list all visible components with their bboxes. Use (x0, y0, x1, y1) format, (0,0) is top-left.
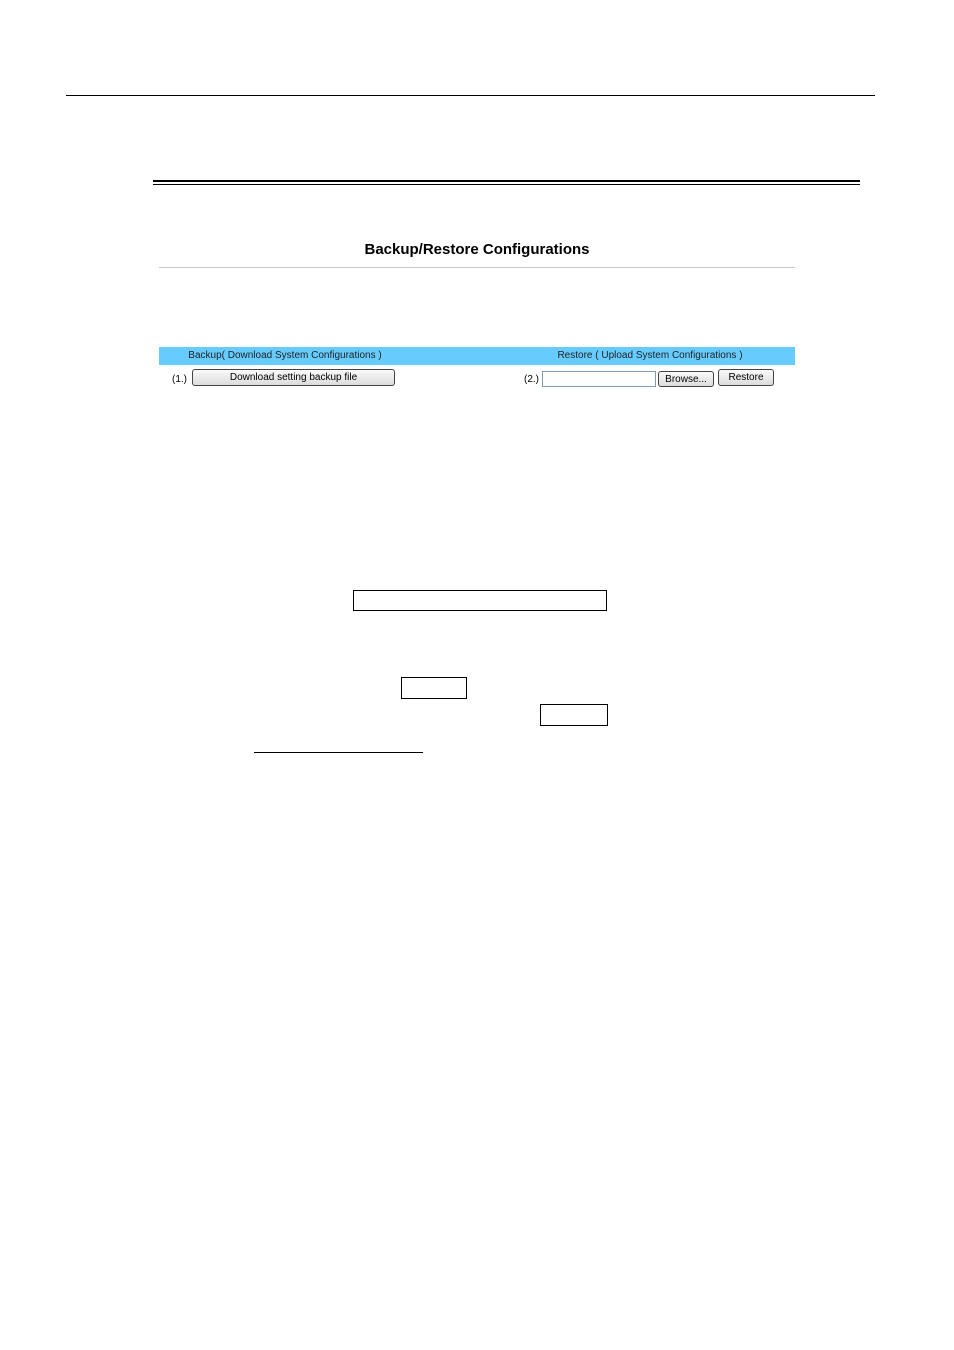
restore-file-input[interactable] (542, 371, 656, 387)
button-box-placeholder (401, 677, 467, 699)
page-header-rule (66, 95, 875, 96)
restore-header: Restore ( Upload System Configurations ) (557, 350, 743, 361)
restore-step-label: (2.) (524, 374, 539, 385)
browse-button[interactable]: Browse... (658, 371, 714, 387)
backup-step-label: (1.) (172, 374, 187, 385)
underline-placeholder (254, 752, 423, 753)
section-divider (153, 180, 860, 185)
button-box-placeholder-2 (540, 704, 608, 726)
panel-title-separator (159, 267, 795, 268)
restore-button[interactable]: Restore (718, 369, 774, 386)
panel-title: Backup/Restore Configurations (364, 241, 590, 258)
text-box-placeholder (353, 590, 607, 611)
download-backup-button[interactable]: Download setting backup file (192, 369, 395, 386)
backup-header: Backup( Download System Configurations ) (188, 350, 382, 361)
